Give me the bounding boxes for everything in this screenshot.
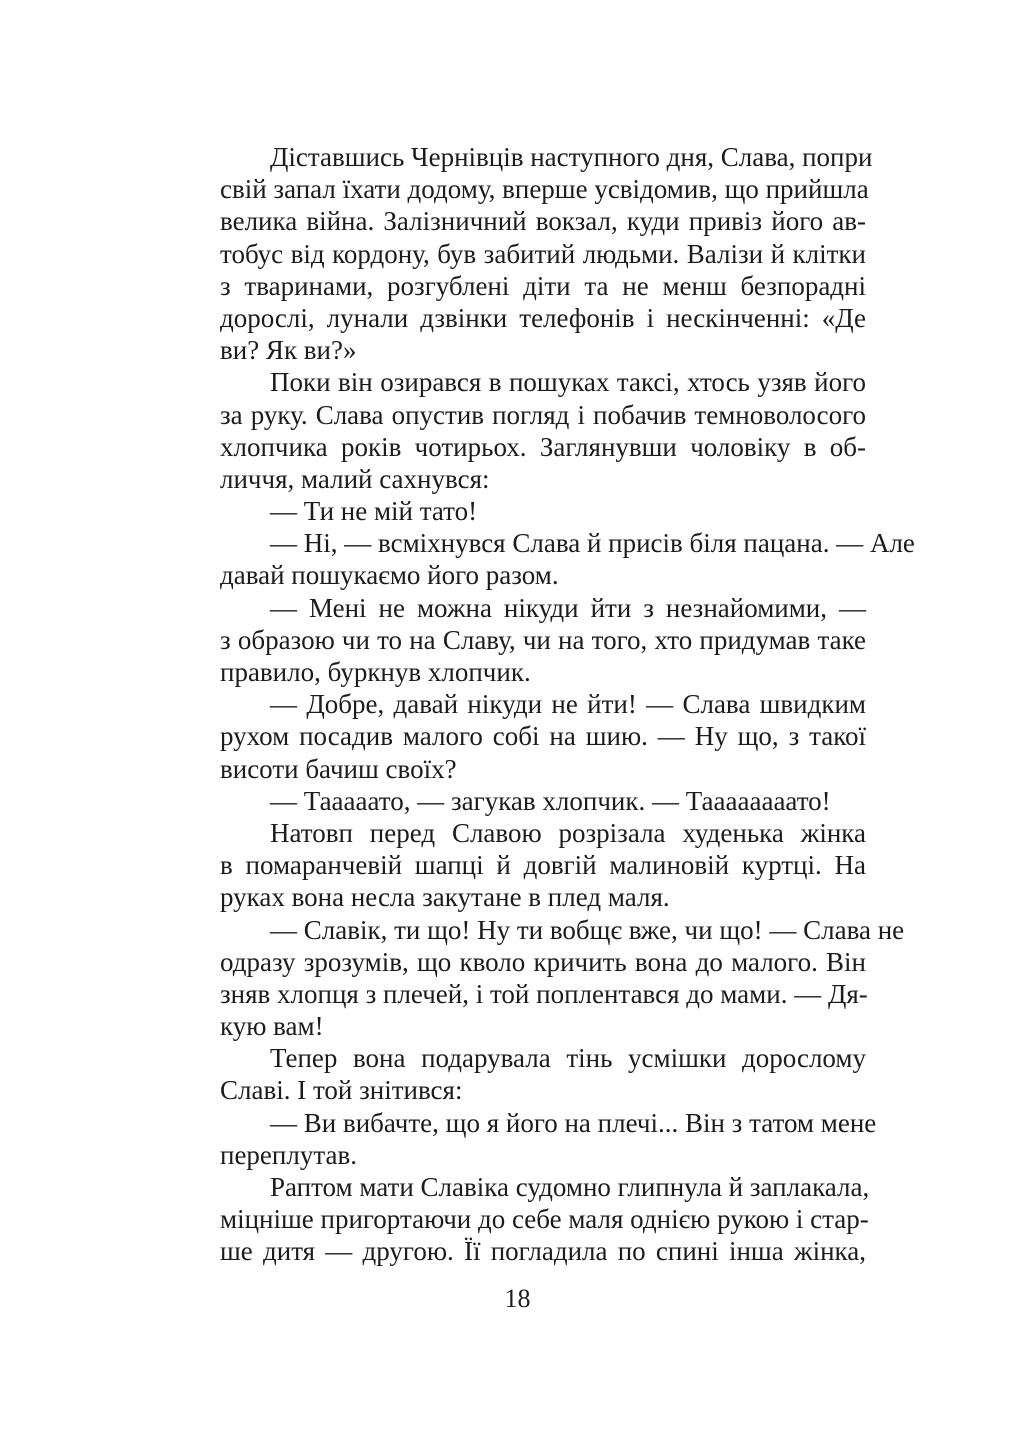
text-line: тобус від кордону, був забитий людьми. Валізи й клітки: [220, 238, 866, 269]
page-number: 18: [504, 1284, 531, 1313]
text-line: Поки він озирався в пошуках таксі, хтось узяв його: [270, 367, 866, 398]
text-line: за руку. Слава опустив погляд і побачив темноволосого: [220, 399, 866, 430]
text-line: личчя, малий сахнувся:: [220, 463, 490, 494]
text-line: кую вам!: [220, 1011, 324, 1042]
text-line: висоти бачиш своїх?: [220, 753, 457, 784]
text-line: рухом посадив малого собі на шию. — Ну що, з такої: [220, 721, 866, 752]
text-line: Натовп перед Славою розрізала худенька жінка: [270, 817, 866, 848]
text-line: свій запал їхати додому, вперше усвідомив, що прийшла: [220, 174, 869, 205]
text-line: міцніше пригортаючи до себе маля однією рукою і стар-: [220, 1204, 869, 1235]
text-line: Діставшись Чернівців наступного дня, Слава, попри: [270, 142, 873, 172]
body-text: [220, 141, 915, 1268]
text-line: Славі. І той знітився:: [220, 1075, 463, 1106]
text-line: хлопчика років чотирьох. Заглянувши чоловіку в об-: [220, 431, 866, 462]
text-line: правило, буркнув хлопчик.: [220, 657, 531, 687]
text-line: в помаранчевій шапці й довгій малиновій куртці. На: [220, 850, 866, 881]
text-line: одразу зрозумів, що кволо кричить вона до малого. Він: [220, 946, 866, 977]
text-line: Тепер вона подарувала тінь усмішки дорослому: [270, 1043, 866, 1074]
text-line: — Ви вибачте, що я його на плечі... Він з татом мене: [270, 1107, 877, 1138]
text-line: Раптом мати Славіка судомно глипнула й заплакала,: [270, 1172, 870, 1202]
text-line: з тваринами, розгублені діти та не менш безпорадні: [220, 270, 866, 301]
text-line: зняв хлопця з плечей, і той поплентався до мами. — Дя-: [220, 978, 868, 1009]
text-line: велика війна. Залізничний вокзал, куди привіз його ав-: [220, 206, 866, 237]
text-line: дорослі, лунали дзвінки телефонів і нескінченні: «Де: [220, 302, 866, 333]
text-line: руках вона несла закутане в плед маля.: [220, 882, 670, 913]
text-line: — Тааааато, — загукав хлопчик. — Таааааааато!: [270, 785, 831, 816]
text-line: — Ні, — всміхнувся Слава й присів біля пацана. — Але: [270, 528, 915, 559]
text-line: давай пошукаємо його разом.: [220, 560, 559, 591]
text-line: — Ти не мій тато!: [270, 496, 478, 527]
text-line: — Славік, ти що! Ну ти вобщє вже, чи що! — Слава не: [270, 914, 905, 945]
text-line: ви? Як ви?»: [220, 335, 357, 366]
text-line: ше дитя — другою. Її погладила по спині інша жінка,: [220, 1236, 866, 1267]
text-line: з образою чи то на Славу, чи на того, хто придумав таке: [220, 624, 866, 655]
text-line: — Мені не можна нікуди йти з незнайомими, —: [270, 592, 866, 623]
text-line: переплутав.: [220, 1139, 357, 1170]
text-line: — Добре, давай нікуди не йти! — Слава швидким: [270, 689, 866, 720]
